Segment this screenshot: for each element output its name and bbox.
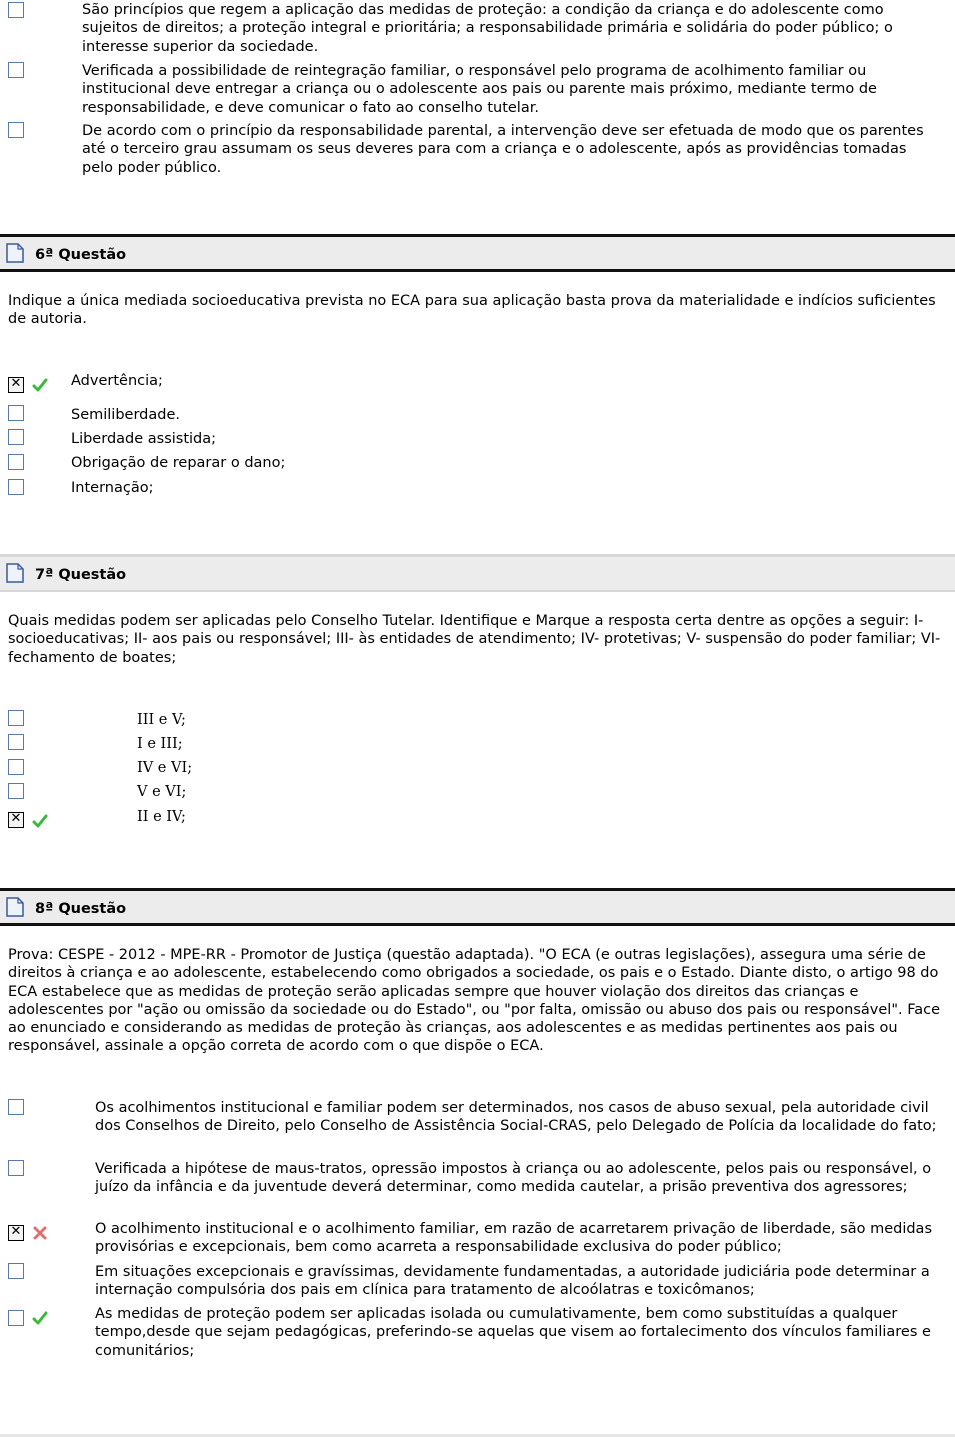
- q5-option-3-checkbox[interactable]: [8, 122, 24, 138]
- q7-option-3-text: IV e VI;: [137, 760, 193, 776]
- q8-option-3-text: O acolhimento institucional e o acolhimento familiar, em razão de acarretarem privação de liberdade, são medidas provisórias e excepcionais, bem como acarreta a responsabilidade exclusiva do poder público;: [95, 1221, 932, 1256]
- check-icon: [32, 813, 48, 829]
- q8-option-1-checkbox[interactable]: [8, 1099, 24, 1115]
- q5-option-1-text: São princípios que regem a aplicação das medidas de proteção: a condição da criança e do adolescente como sujeitos de direitos; a proteção integral e prioritária; a responsabilidade primária e solidária do poder público; o interesse superior da sociedade.: [82, 2, 893, 55]
- q8-option-3-checkbox[interactable]: [8, 1225, 24, 1241]
- q6-option-1-text: Advertência;: [71, 373, 163, 389]
- q6-option-4-text: Obrigação de reparar o dano;: [71, 455, 286, 471]
- q7-option-2-checkbox[interactable]: [8, 734, 24, 750]
- q7-header: [0, 554, 955, 592]
- q7-option-1-checkbox[interactable]: [8, 710, 24, 726]
- q6-option-4-checkbox[interactable]: [8, 454, 24, 470]
- q7-title: 7ª Questão: [35, 567, 127, 583]
- q6-option-2-checkbox[interactable]: [8, 405, 24, 421]
- q5-option-3-text: De acordo com o princípio da responsabilidade parental, a intervenção deve ser efetuada de modo que os parentes até o terceiro grau assumam os seus deveres para com a criança e o adolescente, após as providências tomadas pelo poder público.: [82, 123, 924, 176]
- q6-option-5-checkbox[interactable]: [8, 479, 24, 495]
- q8-stem: Prova: CESPE - 2012 - MPE-RR - Promotor de Justiça (questão adaptada). "O ECA (e outras legislações), assegura uma série de direitos à criança e ao adolescente, estabelecendo como obrigados a sociedade, os pais e o Estado. Diante disto, o artigo 98 do ECA estabelece que as medidas de proteção serão aplicadas sempre que houver violação dos direitos das crianças e adolescentes por "ação ou omissão da sociedade ou do Estado", ou "por falta, omissão ou abuso dos pais ou responsável". Face ao enunciado e considerando as medidas de proteção às crianças, aos adolescentes e as medidas pertinentes aos pais ou responsável, assinale a opção correta de acordo com o que dispõe o ECA.: [8, 947, 941, 1055]
- q6-option-1-checkbox[interactable]: [8, 377, 24, 393]
- q7-stem: Quais medidas podem ser aplicadas pelo Conselho Tutelar. Identifique e Marque a resposta certa dentre as opções a seguir: I- socioeducativas; II- aos pais ou responsável; III- às entidades de atendimento; IV- protetivas; V- suspensão do poder familiar; VI- fechamento de boates;: [8, 613, 941, 666]
- divider: [0, 1434, 955, 1437]
- q6-title: 6ª Questão: [35, 247, 127, 263]
- q8-title: 8ª Questão: [35, 901, 127, 917]
- q7-option-5-checkbox[interactable]: [8, 812, 24, 828]
- q8-option-5-checkbox[interactable]: [8, 1310, 24, 1326]
- q7-option-4-text: V e VI;: [137, 784, 187, 800]
- q6-option-5-text: Internação;: [71, 480, 154, 496]
- check-icon: [32, 377, 48, 393]
- q7-option-5-text: II e IV;: [137, 809, 186, 825]
- q6-option-3-text: Liberdade assistida;: [71, 431, 217, 447]
- document-icon: [6, 897, 24, 917]
- q8-option-1-text: Os acolhimentos institucional e familiar podem ser determinados, nos casos de abuso sexual, pela autoridade civil dos Conselhos de Direito, pelo Conselho de Assistência Social-CRAS, pelo Delegado de Polícia da localidade do fato;: [95, 1100, 937, 1135]
- q5-option-2-text: Verificada a possibilidade de reintegração familiar, o responsável pelo programa de acolhimento familiar ou institucional deve entregar a criança ou o adolescente aos pais ou parente mais próximo, mediante termo de responsabilidade, e deve comunicar o fato ao conselho tutelar.: [82, 63, 877, 116]
- q5-option-1-checkbox[interactable]: [8, 2, 24, 18]
- q6-stem: Indique a única mediada socioeducativa prevista no ECA para sua aplicação basta prova da materialidade e indícios suficientes de autoria.: [8, 293, 936, 328]
- q6-option-3-checkbox[interactable]: [8, 429, 24, 445]
- q7-option-1-text: III e V;: [137, 712, 186, 728]
- document-icon: [6, 243, 24, 263]
- q8-option-5-text: As medidas de proteção podem ser aplicadas isolada ou cumulativamente, bem como substituídas a qualquer tempo,desde que sejam pedagógicas, preferindo-se aquelas que visem ao fortalecimento dos vínculos familiares e comunitários;: [95, 1306, 931, 1359]
- q8-option-4-checkbox[interactable]: [8, 1263, 24, 1279]
- q8-option-2-checkbox[interactable]: [8, 1160, 24, 1176]
- q8-option-2-text: Verificada a hipótese de maus-tratos, opressão impostos à criança ou ao adolescente, pelos pais ou responsável, o juízo da infância e da juventude deverá determinar, como medida cautelar, a prisão preventiva dos agressores;: [95, 1161, 932, 1196]
- q8-header: [0, 888, 955, 926]
- q6-header: [0, 234, 955, 272]
- x-icon: [32, 1225, 48, 1241]
- check-icon: [32, 1310, 48, 1326]
- document-icon: [6, 563, 24, 583]
- q7-option-4-checkbox[interactable]: [8, 783, 24, 799]
- q7-option-3-checkbox[interactable]: [8, 759, 24, 775]
- q6-option-2-text: Semiliberdade.: [71, 407, 180, 423]
- q7-option-2-text: I e III;: [137, 736, 183, 752]
- q8-option-4-text: Em situações excepcionais e gravíssimas, devidamente fundamentadas, a autoridade judiciária pode determinar a internação compulsória dos pais em clínica para tratamento de alcoólatras e toxicômanos;: [95, 1264, 930, 1299]
- q5-option-2-checkbox[interactable]: [8, 62, 24, 78]
